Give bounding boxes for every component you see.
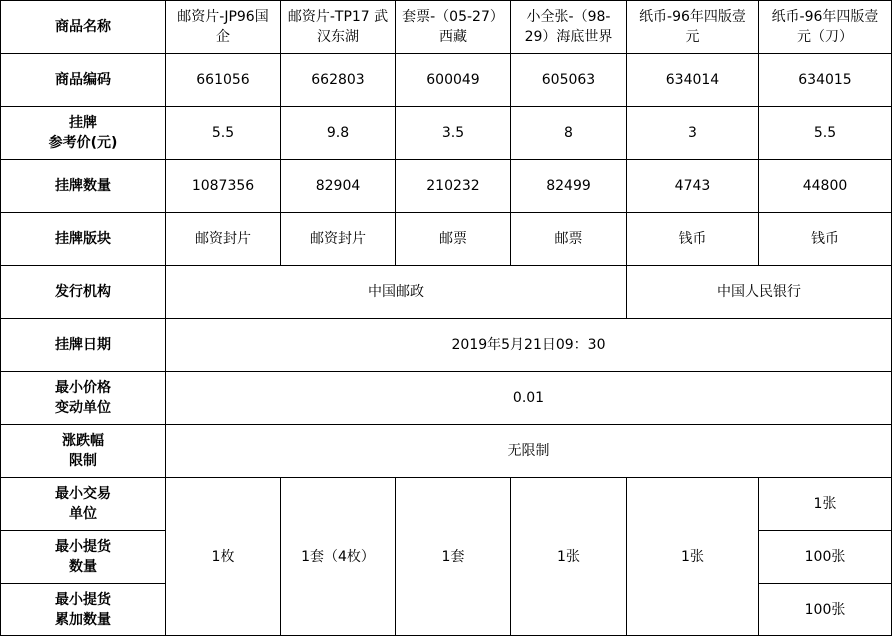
cell-listing-board: 邮资封片 xyxy=(166,213,281,266)
label-listing-date: 挂牌日期 xyxy=(1,319,166,372)
cell-listing-quantity: 82499 xyxy=(511,160,627,213)
product-name-line2: 西藏 xyxy=(439,29,467,45)
row-issuer xyxy=(1,266,892,319)
label-reference-price xyxy=(1,107,166,160)
product-name-line2: 企 xyxy=(216,29,230,45)
row-listing-quantity xyxy=(1,160,892,213)
cell-listing-quantity: 82904 xyxy=(281,160,396,213)
cell-min-pickup-product-6: 100张 xyxy=(759,531,892,584)
label-line1: 最小提货 xyxy=(55,591,111,608)
product-name-line1: 邮资片-JP96国 xyxy=(177,9,269,25)
label-min-pickup-quantity xyxy=(1,531,166,584)
product-name-line2: 汉东湖 xyxy=(317,29,359,45)
cell-product-name xyxy=(396,1,511,54)
cell-listing-board: 邮资封片 xyxy=(281,213,396,266)
label-listing-board: 挂牌版块 xyxy=(1,213,166,266)
product-name-line2: 元 xyxy=(685,29,700,45)
cell-listing-quantity: 210232 xyxy=(396,160,511,213)
label-line2: 数量 xyxy=(69,559,97,575)
cell-product-name xyxy=(166,1,281,54)
row-listing-date xyxy=(1,319,892,372)
label-product-code: 商品编码 xyxy=(1,54,166,107)
cell-tick-size: 0.01 xyxy=(166,372,892,425)
cell-product-code: 661056 xyxy=(166,54,281,107)
cell-reference-price: 3 xyxy=(627,107,759,160)
row-reference-price xyxy=(1,107,892,160)
cell-listing-board: 钱币 xyxy=(627,213,759,266)
row-product-name xyxy=(1,1,892,54)
cell-reference-price: 9.8 xyxy=(281,107,396,160)
cell-issuer-post: 中国邮政 xyxy=(166,266,627,319)
cell-reference-price: 5.5 xyxy=(759,107,892,160)
cell-price-limit: 无限制 xyxy=(166,425,892,478)
cell-product-name xyxy=(759,1,892,54)
product-name-line1: 纸币-96年四版壹 xyxy=(639,9,746,25)
cell-listing-board: 邮票 xyxy=(511,213,627,266)
label-pickup-increment xyxy=(1,584,166,636)
row-price-limit xyxy=(1,425,892,478)
cell-product-code: 634015 xyxy=(759,54,892,107)
label-line1: 最小提货 xyxy=(55,539,111,555)
cell-issuer-bank: 中国人民银行 xyxy=(627,266,892,319)
product-name-line1: 纸币-96年四版壹 xyxy=(771,9,879,25)
cell-pickup-increment-product-6: 100张 xyxy=(759,584,892,636)
label-tick-size xyxy=(1,372,166,425)
cell-product-code: 634014 xyxy=(627,54,759,107)
cell-listing-quantity: 4743 xyxy=(627,160,759,213)
cell-product-code: 605063 xyxy=(511,54,627,107)
label-line2: 限制 xyxy=(69,453,97,469)
label-line2: 单位 xyxy=(69,506,97,522)
cell-unit-product-1: 1枚 xyxy=(166,478,281,636)
label-line1: 涨跌幅 xyxy=(62,433,104,449)
cell-unit-product-4: 1张 xyxy=(511,478,627,636)
label-product-name: 商品名称 xyxy=(1,1,166,54)
cell-product-name xyxy=(627,1,759,54)
product-name-line2: 元（刀） xyxy=(797,29,853,45)
product-name-line1: 套票-（05-27） xyxy=(402,9,504,25)
cell-unit-product-5: 1张 xyxy=(627,478,759,636)
cell-reference-price: 8 xyxy=(511,107,627,160)
row-product-code xyxy=(1,54,892,107)
label-line2: 变动单位 xyxy=(55,400,111,416)
cell-listing-date: 2019年5月21日09：30 xyxy=(166,319,892,372)
label-listing-quantity: 挂牌数量 xyxy=(1,160,166,213)
cell-listing-quantity: 1087356 xyxy=(166,160,281,213)
cell-reference-price: 5.5 xyxy=(166,107,281,160)
cell-product-code: 662803 xyxy=(281,54,396,107)
cell-product-name xyxy=(511,1,627,54)
cell-min-trade-unit-product-6: 1张 xyxy=(759,478,892,531)
label-line1: 最小交易 xyxy=(55,486,111,502)
cell-listing-board: 邮票 xyxy=(396,213,511,266)
label-line2: 累加数量 xyxy=(55,611,111,628)
row-tick-size xyxy=(1,372,892,425)
label-line2: 参考价(元) xyxy=(48,135,118,151)
label-price-limit xyxy=(1,425,166,478)
cell-listing-quantity: 44800 xyxy=(759,160,892,213)
cell-unit-product-3: 1套 xyxy=(396,478,511,636)
cell-reference-price: 3.5 xyxy=(396,107,511,160)
row-listing-board xyxy=(1,213,892,266)
row-min-trade-unit xyxy=(1,478,892,531)
label-line1: 最小价格 xyxy=(55,380,111,396)
cell-product-code: 600049 xyxy=(396,54,511,107)
label-min-trade-unit xyxy=(1,478,166,531)
label-issuer: 发行机构 xyxy=(1,266,166,319)
product-name-line1: 邮资片-TP17 武 xyxy=(287,9,389,25)
label-line1: 挂牌 xyxy=(69,115,97,131)
cell-listing-board: 钱币 xyxy=(759,213,892,266)
product-name-line2: 29）海底世界 xyxy=(524,29,613,45)
cell-product-name xyxy=(281,1,396,54)
cell-unit-product-2: 1套（4枚） xyxy=(281,478,396,636)
product-name-line1: 小全张-（98- xyxy=(526,9,611,25)
